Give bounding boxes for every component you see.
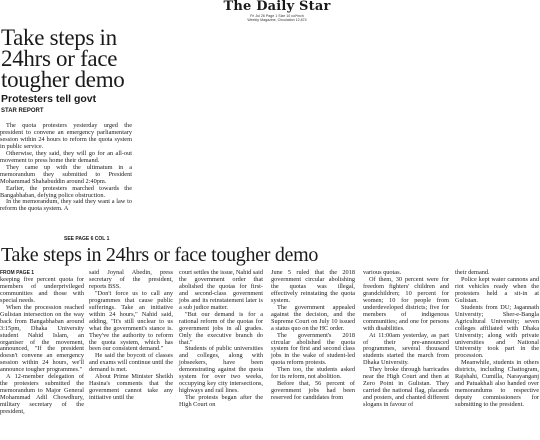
article-column-6	[455, 270, 539, 409]
from-page-label: FROM PAGE 1	[0, 270, 35, 276]
article-column-4	[271, 270, 355, 402]
continuation-note: SEE PAGE 6 COL 1	[64, 236, 110, 242]
paragraph: Earlier, the protesters marched towards the Bangabhaban, defying police obstruction.	[0, 184, 132, 199]
paragraph: Otherwise, they said, they will go for an all-out movement to press home their demand.	[0, 149, 132, 164]
paragraph: They came up with the ultimatum in a memorandum they submitted to President Mohammad Shahabuddin around 2:40pm.	[0, 163, 132, 185]
paragraph: In the memorandum, they said they want a law to reform the quota system. A	[0, 198, 132, 213]
paragraph: They broke through barricades near the High Court and then at Zero Point in Gulistan. They carried the national flag, placards and posters, and chanted different slogans in favour of	[363, 366, 449, 409]
paragraph: said Joynal Abedin, press secretary of the president, reports BSS.	[89, 269, 173, 290]
paragraph: "Don't force us to call any programmes that cause public sufferings. Take an initiative within 24 hours," Nahid said, adding, "It's still unclear to us what the government's stance is. They've the authority to reform the quota system, which has been our consistent demand."	[89, 289, 173, 353]
clipping-meta-line: Fri Jul 26 Page 1 Size 10 col*inch	[250, 14, 304, 18]
newspaper-logo: The Daily Star	[223, 0, 331, 14]
paragraph: Then too, the students asked for its reform, not abolition.	[271, 366, 355, 381]
paragraph: At 11:00am yesterday, as part of their pre-announced programmes, several thousand students started the march from Dhaka University.	[363, 331, 449, 367]
paragraph: When the procession reached Gulistan intersection on the way back from Bangabhaban around 3:15pm, Dhaka University student Nahid Islam, an organiser of the movement, announced, "If the president doesn't convene an emergency session within 24 hours, we'll announce tougher programmes."	[0, 303, 84, 374]
top-story-body	[0, 123, 132, 213]
paragraph: Meanwhile, students in others districts, including Chattogram, Rajshahi, Cumilla, Narayanganj and Patuakhali also handed over memorandums to respective deputy commissioners for submitting to the president.	[455, 359, 539, 409]
top-story-subhead: Protesters tell govt	[1, 93, 97, 105]
paragraph: A 12-member delegation of the protesters submitted the memorandum to Major General Mohammad Adil Chowdhury, military secretary of the president,	[0, 373, 84, 416]
article-column-1	[0, 270, 84, 416]
paragraph: Students from DU; Jagannath University; Sher-e-Bangla Agricultural University; seven colleges affiliated with Dhaka University; along with private universities and National University took part in the procession.	[455, 303, 539, 360]
paragraph: court settles the issue, Nahid said the government order that abolished the quotas for first- and second-class government jobs and its reinstatement later is a sub judice matter.	[179, 269, 263, 311]
paragraph: He said the boycott of classes and exams will continue until the demand is met.	[89, 352, 173, 374]
clipping-meta-line: Weekly Magazine, Circulation 12,874	[247, 18, 307, 23]
paragraph: various quotas.	[363, 269, 402, 276]
top-story-headline: Take steps in 24hrs or face tougher demo	[1, 25, 125, 92]
continued-story-headline: Take steps in 24hrs or face tougher demo	[1, 244, 319, 266]
paragraph: The quota protesters yesterday urged the president to convene an emergency parliamentary session within 24 hours to reform the quota system in public service.	[0, 122, 132, 150]
paragraph: "But our demand is for a rational reform of the quotas for government jobs in all grades. Only the executive branch do that."	[179, 310, 263, 346]
paragraph: The government's 2018 circular abolished the quota system for first and second class jobs in the wake of student-led quota reform protests.	[271, 331, 355, 367]
paragraph: The protests began after the High Court on	[179, 394, 263, 409]
paragraph: Before that, 56 percent of government jobs had been reserved for candidates from	[271, 380, 355, 402]
paragraph: About Prime Minister Sheikh Hasina's comments that the government cannot take any initiative until the	[89, 373, 173, 402]
article-column-5	[363, 270, 449, 409]
paragraph: The government appealed against the decision, and the Supreme Court on July 10 issued a status quo on the HC order.	[271, 303, 355, 332]
article-column-3	[179, 270, 263, 409]
article-column-2	[89, 270, 173, 402]
paragraph: June 5 ruled that the 2018 government circular abolishing the quotas was illegal, effectively reinstating the quota system.	[271, 269, 355, 304]
paragraph: Police kept water cannons and riot vehicles ready when the protesters held a sit-in at Gulistan.	[455, 275, 539, 304]
paragraph: Of them, 30 percent were for freedom fighters' children and grandchildren; 10 percent for women; 10 for people from underdeveloped districts; five for members of indigenous communities; and one for persons with disabilities.	[363, 275, 449, 332]
paragraph: their demand.	[455, 269, 490, 276]
paragraph: keeping five percent quota for members of underprivileged communities and those with special needs.	[0, 275, 84, 304]
top-story-byline: STAR REPORT	[1, 108, 44, 114]
paragraph: Students of public universities and colleges, along with jobseekers, have been demonstrating against the quota system for over two weeks, occupying key city intersections, highways and rail lines.	[179, 345, 263, 395]
masthead	[222, 0, 332, 23]
